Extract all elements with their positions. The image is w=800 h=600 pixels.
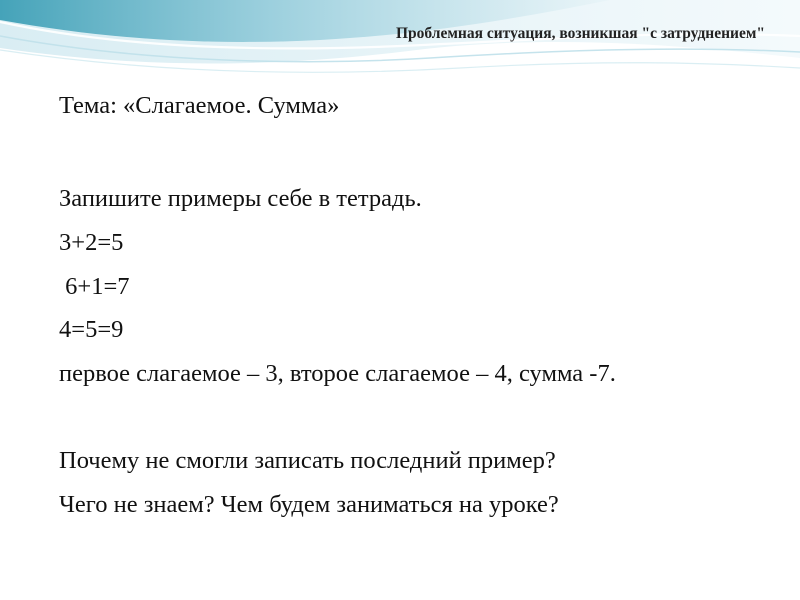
header-title: Проблемная ситуация, возникшая "с затруднением" xyxy=(396,25,765,42)
example-1: 3+2=5 xyxy=(59,229,124,256)
example-2: 6+1=7 xyxy=(59,273,130,300)
example-3: 4=5=9 xyxy=(59,316,124,343)
question-1: Почему не смогли записать последний пример? xyxy=(59,447,556,474)
header-wave-decoration xyxy=(0,0,800,95)
question-2: Чего не знаем? Чем будем заниматься на уроке? xyxy=(59,491,559,518)
summands-description: первое слагаемое – 3, второе слагаемое – 4, сумма -7. xyxy=(59,360,616,387)
topic-line: Тема: «Слагаемое. Сумма» xyxy=(59,92,340,119)
instruction-line: Запишите примеры себе в тетрадь. xyxy=(59,185,422,212)
